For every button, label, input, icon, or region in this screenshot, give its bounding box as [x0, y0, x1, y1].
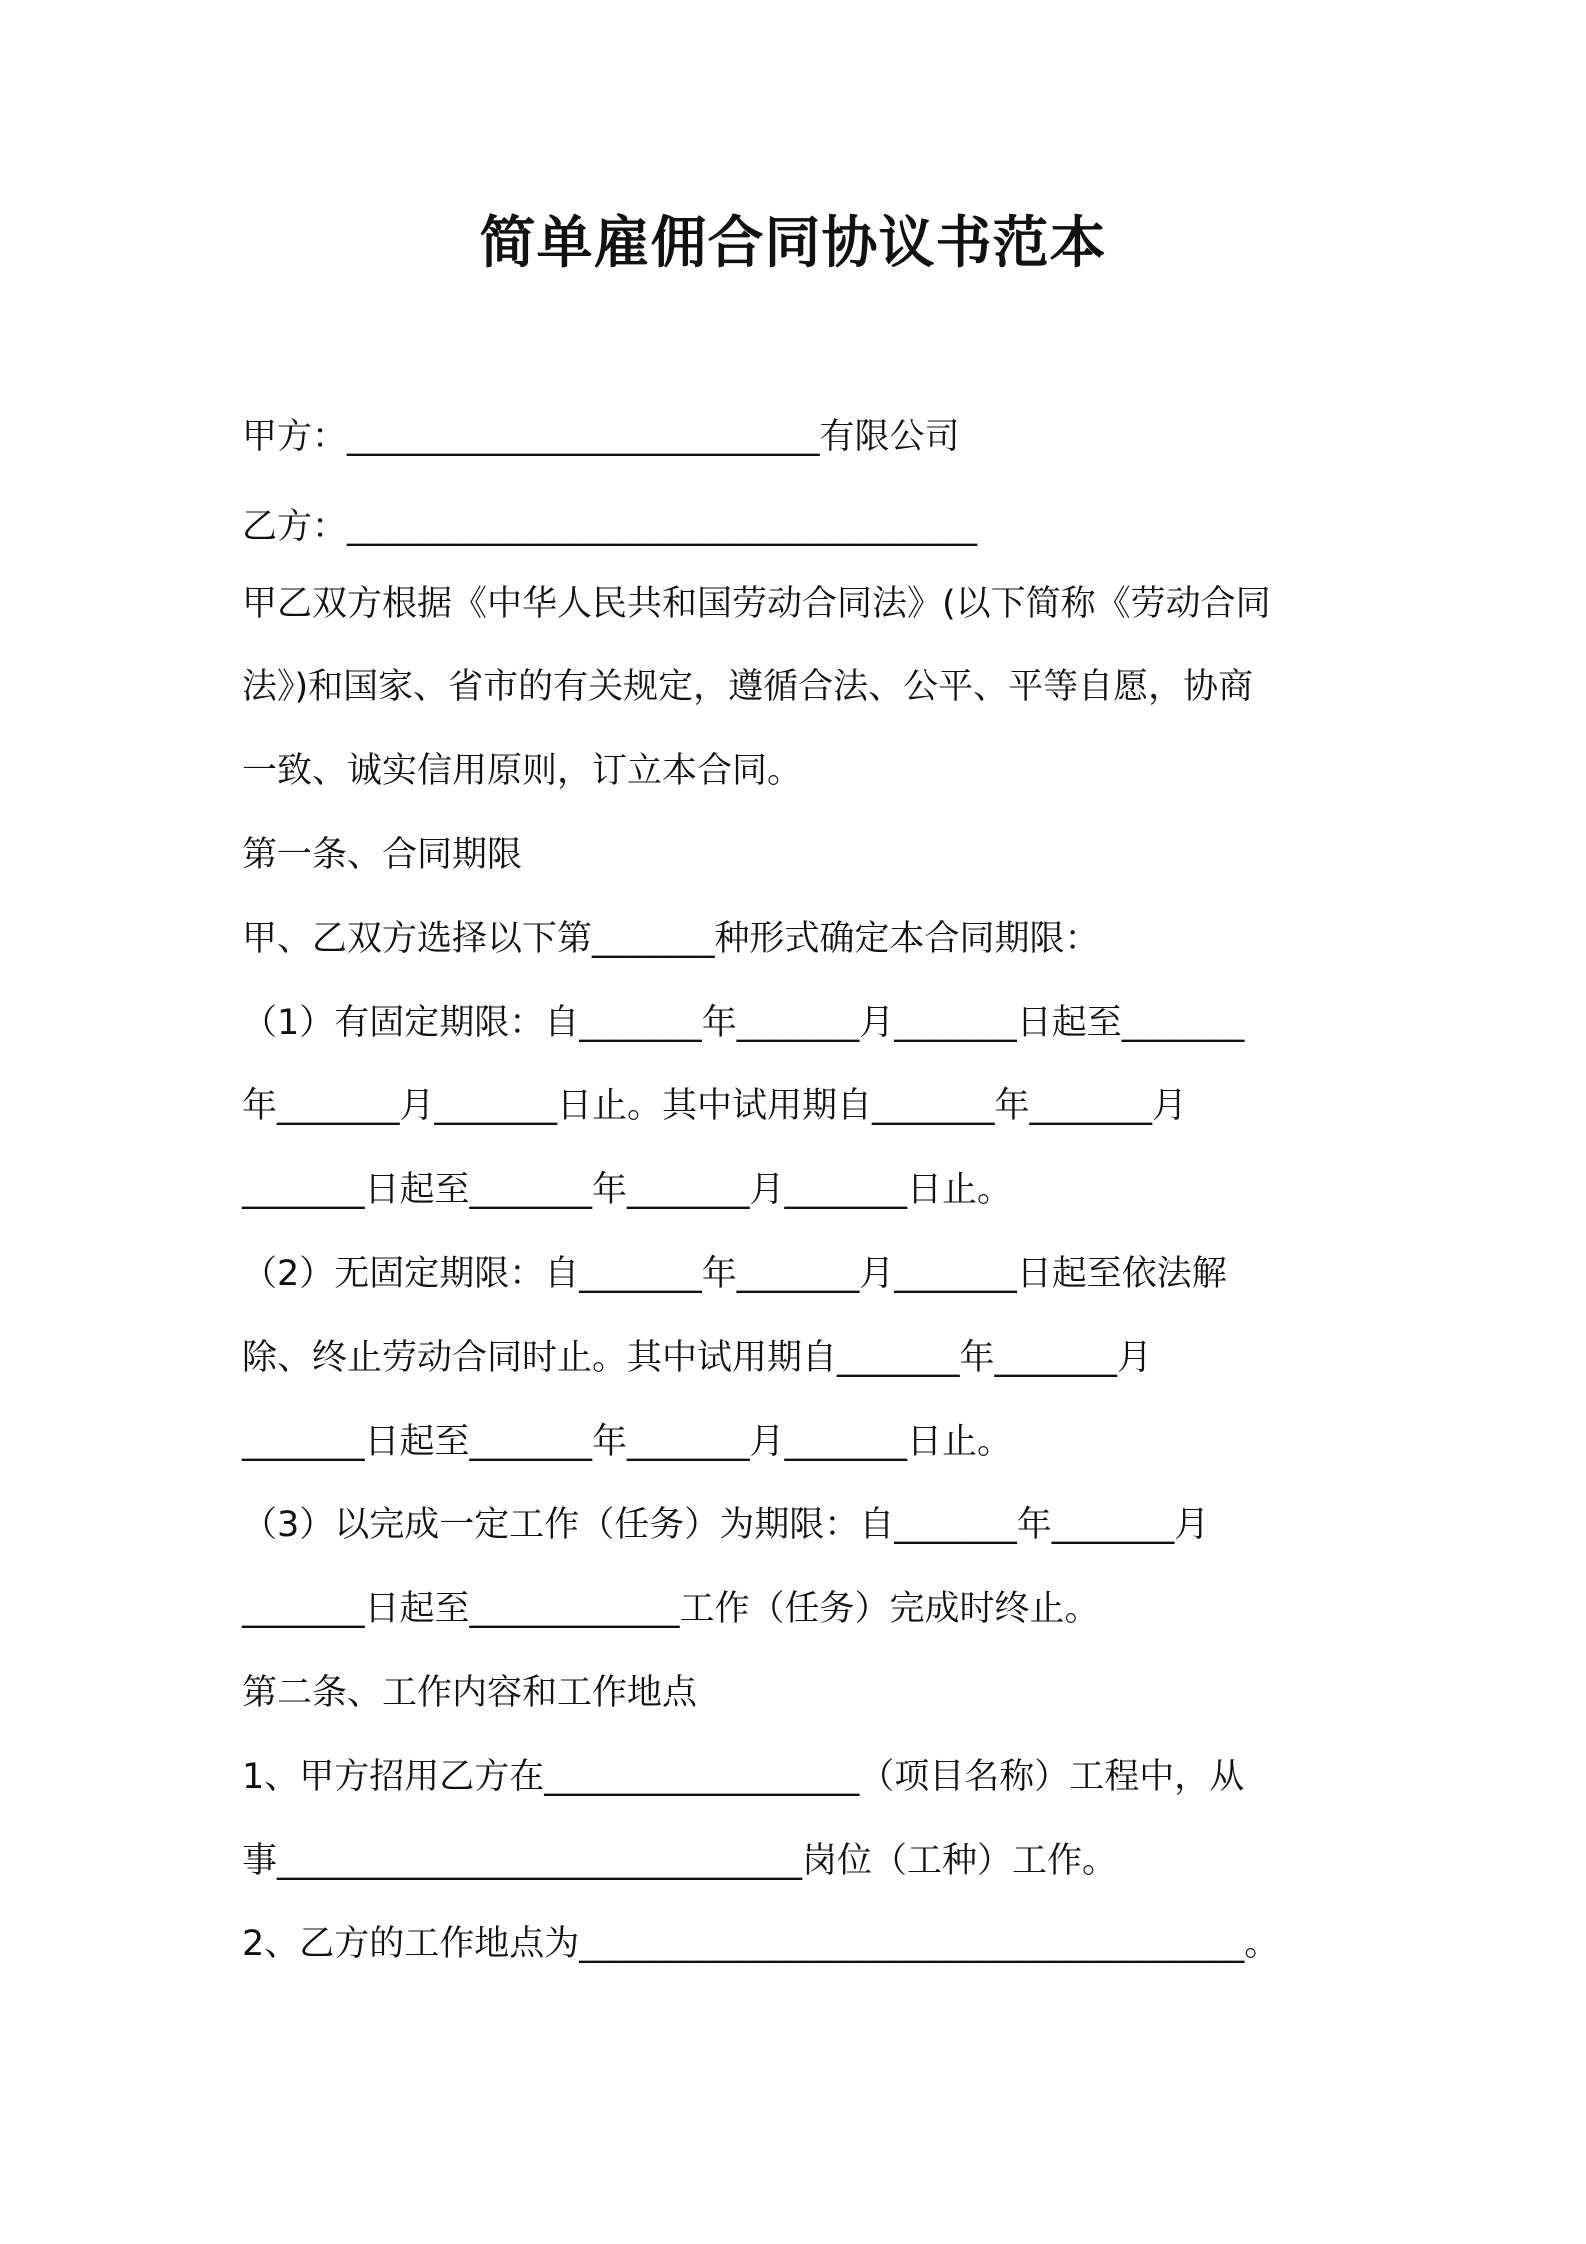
work-content-line-2: 事______________________________岗位（工种）工作。 [242, 1841, 1118, 1881]
fixed-term-line-2: 年_______月_______日止。其中试用期自_______年_______月 [242, 1086, 1188, 1126]
document-title: 简单雇佣合同协议书范本 [479, 211, 1107, 276]
article-1-intro: 甲、乙双方选择以下第_______种形式确定本合同期限： [242, 919, 1100, 959]
fixed-term-line-3: _______日起至_______年_______月_______日止。 [242, 1170, 1013, 1210]
party-b-line: 乙方：____________________________________ [242, 507, 978, 547]
article-1-heading: 第一条、合同期限 [242, 835, 523, 875]
article-2-heading: 第二条、工作内容和工作地点 [242, 1673, 698, 1713]
fixed-term-line-1: （1）有固定期限：自_______年_______月_______日起至_______ [242, 1003, 1245, 1043]
work-content-line-1: 1、甲方招用乙方在__________________（项目名称）工程中，从 [242, 1757, 1245, 1797]
open-term-line-2: 除、终止劳动合同时止。其中试用期自_______年_______月 [242, 1338, 1153, 1378]
party-a-line: 甲方：___________________________有限公司 [242, 417, 960, 457]
preamble-line-2: 法》)和国家、省市的有关规定，遵循合法、公平、平等自愿，协商 [242, 667, 1254, 707]
open-term-line-1: （2）无固定期限：自_______年_______月_______日起至依法解 [242, 1254, 1227, 1294]
work-location-line: 2、乙方的工作地点为______________________________________。 [242, 1924, 1280, 1964]
preamble-line-1: 甲乙双方根据《中华人民共和国劳动合同法》(以下简称《劳动合同 [242, 584, 1271, 624]
task-term-line-2: _______日起至____________工作（任务）完成时终止。 [242, 1589, 1100, 1629]
preamble-line-3: 一致、诚实信用原则，订立本合同。 [242, 751, 803, 791]
open-term-line-3: _______日起至_______年_______月_______日止。 [242, 1422, 1013, 1462]
task-term-line-1: （3）以完成一定工作（任务）为期限：自_______年_______月 [242, 1505, 1210, 1545]
